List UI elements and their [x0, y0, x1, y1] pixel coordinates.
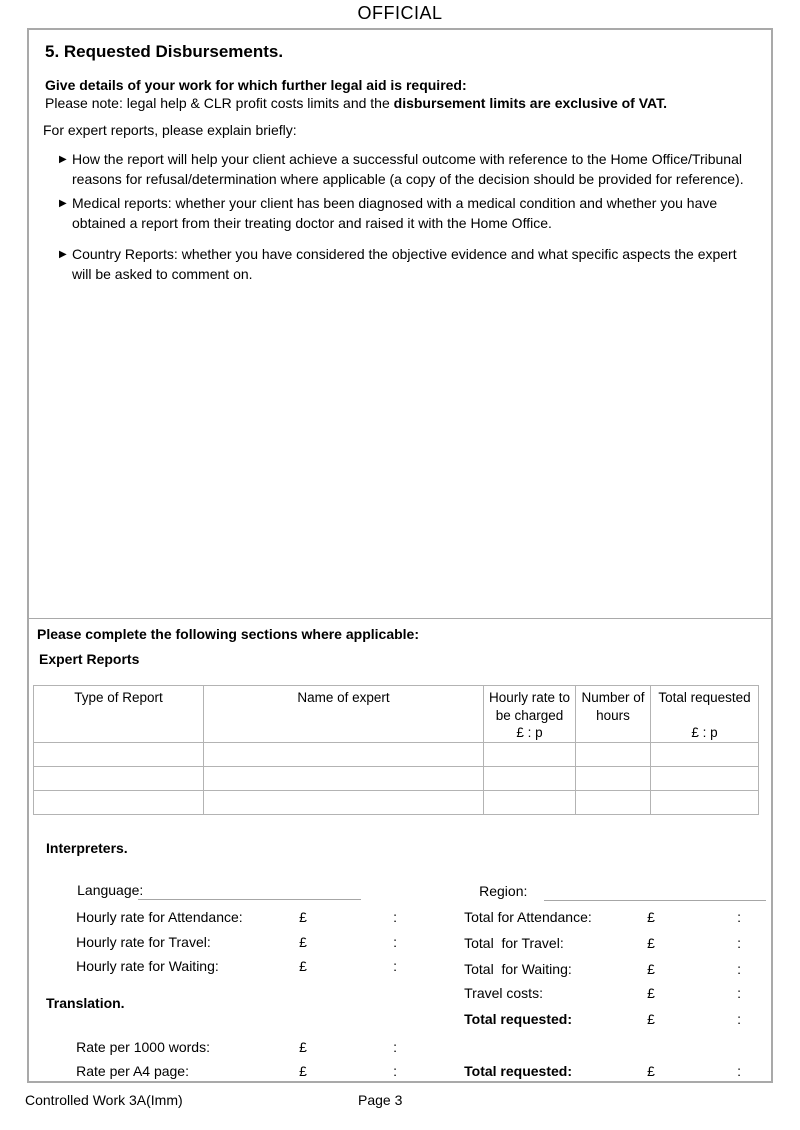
expert-reports-table [33, 685, 759, 815]
give-details-text: Give details of your work for which further legal aid is required: [45, 77, 467, 93]
expert-table-cell[interactable] [651, 790, 759, 814]
guidance-intro [45, 76, 759, 112]
pounds-field[interactable] [312, 1063, 393, 1077]
pence-separator: : [737, 935, 742, 951]
rate-per-a4-page-label: Rate per A4 page: [76, 1063, 189, 1079]
pounds-field[interactable] [660, 1063, 737, 1077]
pence-separator: : [737, 961, 742, 977]
translation-heading: Translation. [46, 995, 125, 1011]
bullet-item [59, 150, 751, 189]
hourly-waiting-label: Hourly rate for Waiting: [76, 958, 219, 974]
pence-separator: : [737, 1063, 742, 1079]
pound-sign: £ [299, 909, 307, 925]
vat-note-prefix: Please note: legal help & CLR profit costs limits and the [45, 95, 394, 111]
form-main-box [27, 28, 773, 1083]
triangle-bullet-icon: ▶ [59, 249, 67, 260]
pound-sign: £ [299, 958, 307, 974]
pence-separator: : [737, 1011, 742, 1027]
vat-note-text [45, 95, 667, 111]
name-of-expert-header: Name of expert [204, 686, 484, 743]
bullet-text: Country Reports: whether you have considered the objective evidence and what specific aspects the expert will be asked to comment on. [72, 246, 737, 282]
official-classification-banner: OFFICIAL [357, 3, 443, 23]
pound-sign: £ [647, 935, 655, 951]
table-row [34, 790, 759, 814]
triangle-bullet-icon: ▶ [59, 154, 67, 165]
interpreters-total-requested-label: Total requested: [464, 1011, 572, 1027]
footer-page-number: Page 3 [358, 1092, 403, 1108]
expert-table-cell[interactable] [484, 742, 576, 766]
pounds-field[interactable] [312, 958, 393, 972]
type-of-report-header: Type of Report [34, 686, 204, 743]
bullet-text: How the report will help your client achieve a successful outcome with reference to the Home Office/Tribunal reasons for refusal/determination where applicable (a copy of the decision should be provided for reference). [72, 151, 744, 187]
table-header-row [34, 686, 759, 743]
footer-form-name: Controlled Work 3A(Imm) [25, 1092, 183, 1108]
pence-separator: : [393, 909, 398, 925]
pence-separator: : [393, 1039, 398, 1055]
region-label: Region: [479, 883, 528, 899]
total-attendance-label: Total for Attendance: [464, 909, 592, 925]
expert-table-cell[interactable] [576, 790, 651, 814]
applicable-sections-instruction: Please complete the following sections where applicable: [37, 626, 419, 642]
expert-table-cell[interactable] [34, 766, 204, 790]
expert-table-cell[interactable] [576, 766, 651, 790]
expert-table-cell[interactable] [576, 742, 651, 766]
pence-field[interactable] [741, 1011, 793, 1025]
translation-total-requested-label: Total requested: [464, 1063, 572, 1079]
hourly-rate-header: Hourly rate to be charged £ : p [484, 686, 576, 743]
pound-sign: £ [299, 1063, 307, 1079]
pound-sign: £ [647, 985, 655, 1001]
number-of-hours-header: Number of hours [576, 686, 651, 743]
table-row [34, 742, 759, 766]
total-waiting-label: Total for Waiting: [464, 961, 572, 977]
pence-separator: : [393, 958, 398, 974]
pound-sign: £ [647, 961, 655, 977]
bullet-item [59, 245, 751, 284]
triangle-bullet-icon: ▶ [59, 198, 67, 209]
vat-note-bold: disbursement limits are exclusive of VAT. [393, 95, 667, 111]
expert-bullet-list [43, 150, 759, 284]
bullet-text: Medical reports: whether your client has been diagnosed with a medical condition and whether you have obtained a report from their treating doctor and raised it with the Home Office. [72, 195, 718, 231]
pound-sign: £ [647, 909, 655, 925]
pounds-field[interactable] [660, 1011, 737, 1025]
expert-table-cell[interactable] [34, 742, 204, 766]
applicable-sections [29, 619, 771, 1081]
expert-reports-intro: For expert reports, please explain briefly: [43, 122, 297, 138]
pence-separator: : [737, 985, 742, 1001]
requested-disbursements-section [29, 30, 771, 619]
interpreters-heading: Interpreters. [46, 840, 128, 856]
translation-total-requested-row [433, 1047, 793, 1095]
pound-sign: £ [647, 1063, 655, 1079]
interpreters-total-requested-row [433, 995, 793, 1043]
bullet-item [59, 194, 751, 233]
expert-table-cell[interactable] [34, 790, 204, 814]
rate-per-1000-words-label: Rate per 1000 words: [76, 1039, 210, 1055]
pence-separator: : [393, 934, 398, 950]
pound-sign: £ [299, 1039, 307, 1055]
hourly-waiting-row [45, 942, 449, 990]
travel-costs-label: Travel costs: [464, 985, 543, 1001]
pence-field[interactable] [741, 1063, 793, 1077]
table-row [34, 766, 759, 790]
expert-table-cell[interactable] [484, 790, 576, 814]
expert-table-cell[interactable] [204, 742, 484, 766]
expert-table-cell[interactable] [484, 766, 576, 790]
expert-table-cell[interactable] [651, 742, 759, 766]
total-travel-label: Total for Travel: [464, 935, 564, 951]
expert-reports-heading: Expert Reports [39, 651, 140, 667]
pound-sign: £ [299, 934, 307, 950]
pence-separator: : [737, 909, 742, 925]
pence-separator: : [393, 1063, 398, 1079]
language-label: Language: [77, 882, 144, 898]
hourly-attendance-label: Hourly rate for Attendance: [76, 909, 243, 925]
rate-per-a4-page-row [45, 1047, 449, 1095]
section-title: 5. Requested Disbursements. [45, 42, 284, 61]
pound-sign: £ [647, 1011, 655, 1027]
expert-table-cell[interactable] [651, 766, 759, 790]
expert-table-cell[interactable] [204, 766, 484, 790]
hourly-travel-label: Hourly rate for Travel: [76, 934, 211, 950]
expert-table-cell[interactable] [204, 790, 484, 814]
total-requested-header: Total requested £ : p [651, 686, 759, 743]
